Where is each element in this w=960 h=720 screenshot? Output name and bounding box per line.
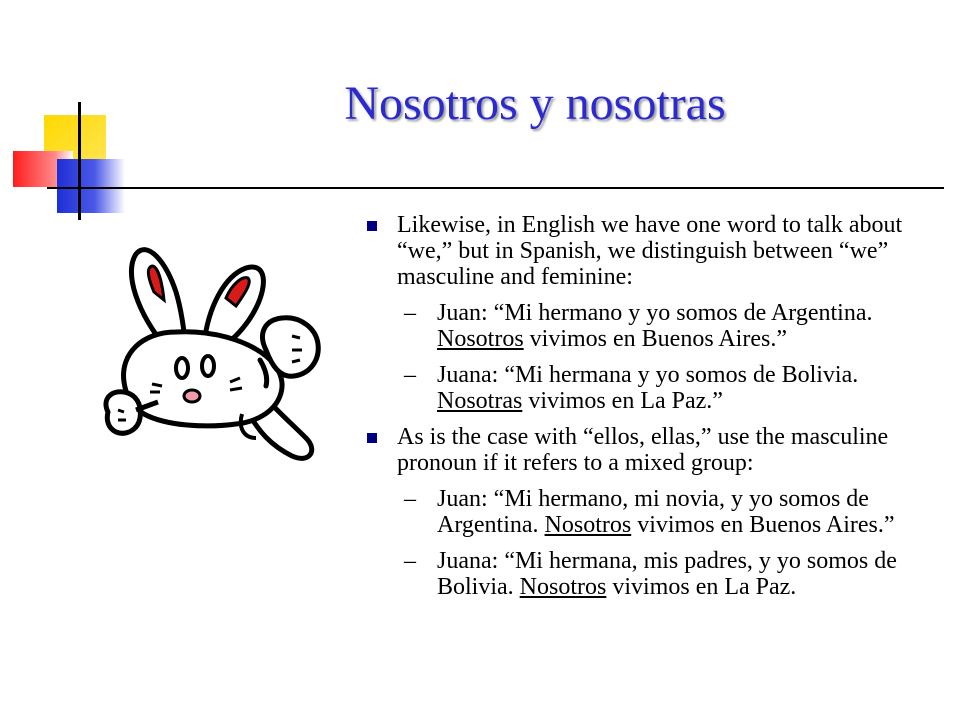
dash-bullet: – — [404, 300, 416, 326]
sub-bullet-text-end: vivimos en La Paz.” — [522, 388, 723, 414]
sub-bullet-item — [360, 486, 940, 538]
pronoun-underlined: Nosotras — [437, 388, 523, 414]
pronoun-underlined: Nosotros — [544, 512, 632, 538]
sub-bullet-text-end: vivimos en La Paz. — [606, 574, 797, 600]
pronoun-underlined: Nosotros — [519, 574, 607, 600]
sub-bullet-item — [360, 362, 940, 414]
dash-bullet: – — [404, 362, 416, 388]
slide-title: Nosotros y nosotras — [344, 77, 726, 130]
sub-bullet-text: Juana: “Mi hermana, mis padres, y yo somos de Bolivia. — [437, 548, 897, 600]
square-bullet-icon — [367, 221, 377, 231]
sub-bullet-text: Juana: “Mi hermana y yo somos de Bolivia. — [437, 362, 859, 388]
bullet-text: Likewise, in English we have one word to talk about “we,” but in Spanish, we distinguish between “we” masculine and feminine: — [397, 212, 903, 290]
slide-content — [360, 212, 940, 610]
bullet-text: As is the case with “ellos, ellas,” use the masculine pronoun if it refers to a mixed group: — [397, 424, 889, 476]
bullet-item — [360, 424, 940, 476]
sub-bullet-text-end: vivimos en Buenos Aires.” — [523, 326, 787, 352]
bullet-item — [360, 212, 940, 290]
dash-bullet: – — [404, 548, 416, 574]
sub-bullet-text-end: vivimos en Buenos Aires.” — [631, 512, 895, 538]
decor-vertical-line — [78, 102, 81, 220]
sub-bullet-item — [360, 300, 940, 352]
decor-blue-square — [57, 159, 125, 213]
pronoun-underlined: Nosotros — [437, 326, 524, 352]
sub-bullet-text: Juan: “Mi hermano y yo somos de Argentina. — [437, 300, 873, 326]
bunny-illustration — [96, 232, 344, 472]
dash-bullet: – — [404, 486, 416, 512]
sub-bullet-item — [360, 548, 940, 600]
title-underline-rule — [47, 187, 944, 189]
sub-bullet-text: Juan: “Mi hermano, mi novia, y yo somos de Argentina. — [437, 486, 869, 538]
square-bullet-icon — [367, 433, 377, 443]
